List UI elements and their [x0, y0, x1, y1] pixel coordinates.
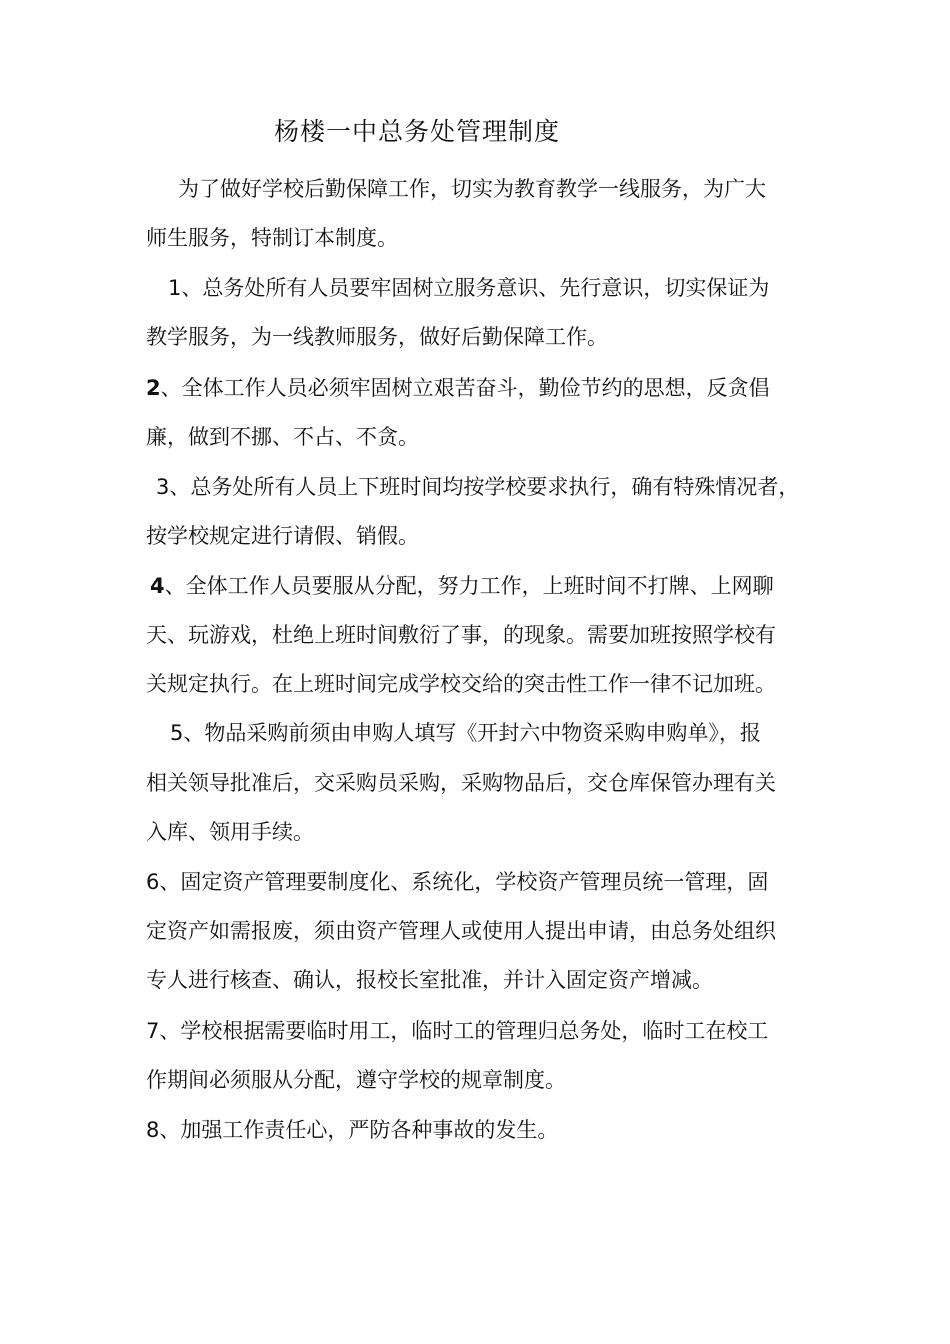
- rule-item-5-continued: 相关领导批准后，交采购员采购，采购物品后，交仓库保管办理有关: [146, 771, 776, 795]
- rule-number: 6: [146, 870, 160, 894]
- rule-number: 1: [168, 276, 182, 300]
- rule-item-5: [170, 720, 761, 746]
- rule-item-5-continued: 入库、领用手续。: [146, 820, 314, 844]
- rule-item-6-continued: 专人进行核查、确认，报校长室批准，并计入固定资产增减。: [146, 968, 713, 992]
- rule-number: 3: [156, 475, 170, 499]
- rule-text: 、物品采购前须由申购人填写《开封六中物资采购申购单》，报: [183, 721, 761, 745]
- intro-line: 为了做好学校后勤保障工作，切实为教育教学一线服务，为广大: [178, 177, 766, 201]
- rule-item-2-continued: 廉，做到不挪、不占、不贪。: [146, 425, 419, 449]
- rule-item-8: [146, 1117, 558, 1143]
- rule-text: 、加强工作责任心，严防各种事故的发生。: [159, 1118, 559, 1142]
- rule-text: 、全体工作人员必须牢固树立艰苦奋斗，勤俭节约的思想，反贪倡: [160, 376, 770, 400]
- rule-number: 4: [150, 574, 165, 598]
- rule-number: 8: [146, 1118, 160, 1142]
- rule-text: 、学校根据需要临时用工，临时工的管理归总务处，临时工在校工: [159, 1019, 769, 1043]
- rule-item-4-continued: 天、玩游戏，杜绝上班时间敷衍了事，的现象。需要加班按照学校有: [146, 623, 776, 647]
- rule-item-6-continued: 定资产如需报废，须由资产管理人或使用人提出申请，由总务处组织: [146, 919, 776, 943]
- rule-item-7: [146, 1018, 768, 1044]
- document-title: 杨楼一中总务处管理制度: [274, 117, 561, 146]
- rule-number: 5: [170, 721, 184, 745]
- rule-item-7-continued: 作期间必须服从分配，遵守学校的规章制度。: [146, 1068, 566, 1092]
- rule-item-2: [146, 375, 770, 401]
- rule-item-4: [150, 573, 774, 599]
- rule-item-3-continued: 按学校规定进行请假、销假。: [146, 524, 419, 548]
- rule-text: 、固定资产管理要制度化、系统化，学校资产管理员统一管理，固: [159, 870, 769, 894]
- rule-item-1: [168, 275, 769, 301]
- rule-number: 7: [146, 1019, 160, 1043]
- rule-text: 、总务处所有人员上下班时间均按学校要求执行，确有特殊情况者，: [169, 475, 800, 499]
- rule-text: 、全体工作人员要服从分配，努力工作，上班时间不打牌、上网聊: [164, 574, 774, 598]
- rule-item-1-continued: 教学服务，为一线教师服务，做好后勤保障工作。: [146, 325, 608, 349]
- rule-item-6: [146, 869, 768, 895]
- rule-number: 2: [146, 376, 161, 400]
- rule-item-4-continued: 关规定执行。在上班时间完成学校交给的突击性工作一律不记加班。: [146, 672, 776, 696]
- intro-line: 师生服务，特制订本制度。: [146, 226, 398, 250]
- rule-text: 、总务处所有人员要牢固树立服务意识、先行意识，切实保证为: [181, 276, 770, 300]
- rule-item-3: [156, 474, 799, 500]
